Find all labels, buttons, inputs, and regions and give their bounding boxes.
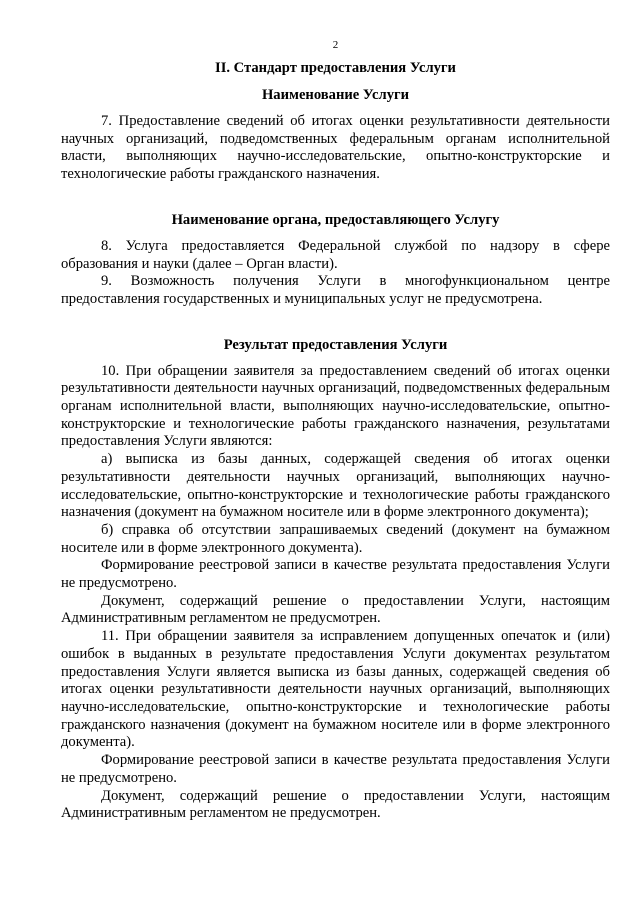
paragraph-10-item-b: б) справка об отсутствии запрашиваемых сведений (документ на бумажном носителе или в форме электронного документа). <box>61 521 610 556</box>
paragraph-8: 8. Услуга предоставляется Федеральной службой по надзору в сфере образования и науки (далее – Орган власти). <box>61 237 610 272</box>
paragraph-11: 11. При обращении заявителя за исправлением допущенных опечаток и (или) ошибок в выданных в результате предоставления Услуги документах результатом предоставления Услуги является выписка из базы данных, содержащей сведения об итогах оценки результативности деятельности научных организаций, выполняющих научно-исследовательские, опытно-конструкторские и технологические работы гражданского назначения (документ на бумажном носителе или в форме электронного документа). <box>61 628 610 751</box>
paragraph-7: 7. Предоставление сведений об итогах оценки результативности деятельности научных организаций, подведомственных федеральным органам исполнительной власти, выполняющих научно-исследовательские, опытно-конструкторские и технологические работы гражданского назначения. <box>61 113 610 183</box>
subsection-heading-service-name: Наименование Услуги <box>261 87 410 103</box>
page-number: 2 <box>332 39 339 51</box>
paragraph-registry-record: Формирование реестровой записи в качестве результата предоставления Услуги не предусмотрено. <box>61 557 610 592</box>
section-title: II. Стандарт предоставления Услуги <box>215 60 456 76</box>
paragraph-decision-document: Документ, содержащий решение о предоставлении Услуги, настоящим Административным регламентом не предусмотрен. <box>61 592 610 627</box>
subsection-heading-authority: Наименование органа, предоставляющего Услугу <box>171 211 500 228</box>
subsection-heading-result: Результат предоставления Услуги <box>223 336 448 353</box>
paragraph-registry-record-2: Формирование реестровой записи в качестве результата предоставления Услуги не предусмотрено. <box>61 752 610 786</box>
paragraph-decision-document-2: Документ, содержащий решение о предоставлении Услуги, настоящим Административным регламентом не предусмотрен. <box>61 787 610 822</box>
paragraph-9: 9. Возможность получения Услуги в многофункциональном центре предоставления государственных и муниципальных услуг не предусмотрена. <box>61 273 610 307</box>
paragraph-10-item-a: а) выписка из базы данных, содержащей сведения об итогах оценки результативности деятельности научных организаций, выполняющих научно-исследовательские, опытно-конструкторские и технологические работы гражданского назначения (документ на бумажном носителе или в форме электронного документа); <box>61 451 610 521</box>
paragraph-10: 10. При обращении заявителя за предоставлением сведений об итогах оценки результативности деятельности научных организаций, подведомственных федеральным органам исполнительной власти, выполняющих научно-исследовательские, опытно-конструкторские и технологические работы гражданского назначения, результатами предоставления Услуги являются: <box>61 362 610 450</box>
